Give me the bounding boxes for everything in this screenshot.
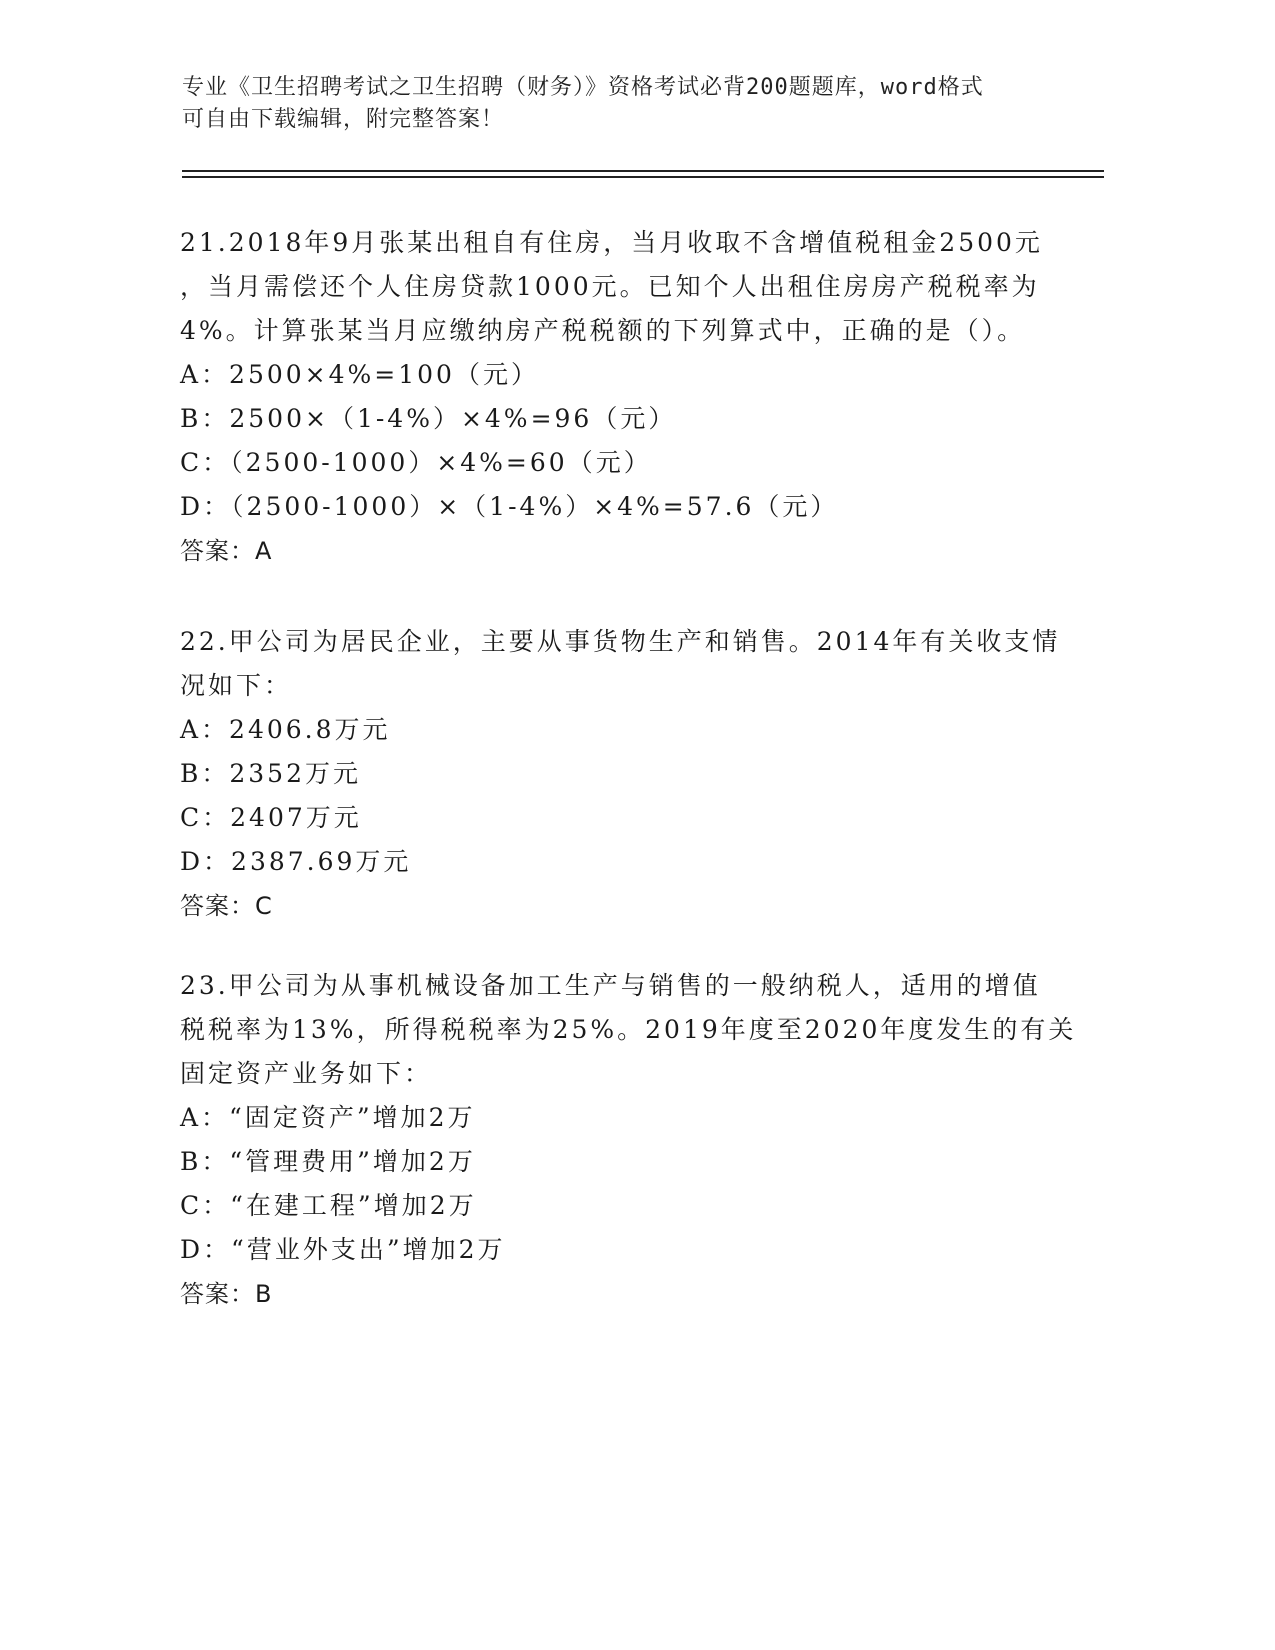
option-c: C：“在建工程”增加2万 xyxy=(180,1191,477,1220)
question-stem-line: 21.2018年9月张某出租自有住房，当月收取不含增值税租金2500元 xyxy=(180,228,1043,257)
option-b: B：2352万元 xyxy=(180,759,361,788)
question-stem-line: 固定资产业务如下： xyxy=(180,1059,433,1088)
answer-label: 答案：B xyxy=(180,1280,273,1308)
option-b: B：“管理费用”增加2万 xyxy=(180,1147,476,1176)
question-stem-line: 税税率为13%，所得税税率为25%。2019年度至2020年度发生的有关 xyxy=(180,1015,1077,1044)
option-c: C：（2500-1000）×4%=60（元） xyxy=(180,448,652,477)
option-a: A：“固定资产”增加2万 xyxy=(180,1103,476,1132)
question-stem-line: 22.甲公司为居民企业，主要从事货物生产和销售。2014年有关收支情 xyxy=(180,627,1061,656)
header-line-2: 可自由下载编辑，附完整答案！ xyxy=(182,107,505,132)
option-a: A：2500×4%=100（元） xyxy=(180,360,539,389)
answer-label: 答案：A xyxy=(180,537,273,565)
option-d: D：“营业外支出”增加2万 xyxy=(180,1235,506,1264)
question-stem-line: 况如下： xyxy=(180,671,293,700)
question-23 xyxy=(180,964,1110,1316)
option-a: A：2406.8万元 xyxy=(180,715,391,744)
question-stem-line: ，当月需偿还个人住房贷款1000元。已知个人出租住房房产税税率为 xyxy=(180,272,1040,301)
answer-label: 答案：C xyxy=(180,892,273,920)
header-divider-top xyxy=(182,170,1104,172)
option-c: C：2407万元 xyxy=(180,803,362,832)
question-22 xyxy=(180,620,1110,928)
option-d: D：（2500-1000）×（1-4%）×4%=57.6（元） xyxy=(180,492,839,521)
question-stem-line: 4%。计算张某当月应缴纳房产税税额的下列算式中，正确的是（）。 xyxy=(180,316,1026,345)
option-d: D：2387.69万元 xyxy=(180,847,412,876)
question-stem-line: 23.甲公司为从事机械设备加工生产与销售的一般纳税人，适用的增值 xyxy=(180,971,1041,1000)
question-21 xyxy=(180,221,1110,573)
header-line-1: 专业《卫生招聘考试之卫生招聘（财务）》资格考试必背200题题库，word格式 xyxy=(182,75,984,100)
option-b: B：2500×（1-4%）×4%=96（元） xyxy=(180,404,677,433)
document-header xyxy=(182,72,1102,136)
header-divider-bottom xyxy=(182,176,1104,178)
